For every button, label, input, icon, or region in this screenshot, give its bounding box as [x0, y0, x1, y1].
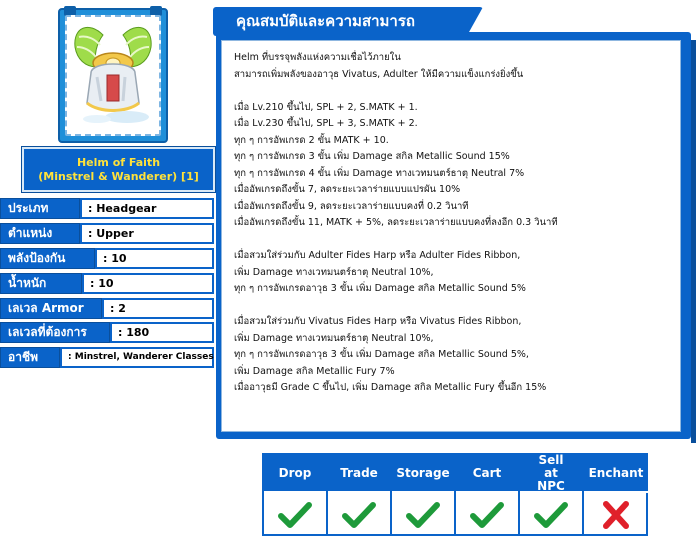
- paragraph-gap: [234, 298, 668, 315]
- check-icon: [264, 495, 326, 534]
- stat-value: : 10: [82, 273, 214, 294]
- availability-sell-at-npc: [520, 452, 584, 534]
- item-image-frame: [65, 15, 161, 136]
- availability-label: Storage: [392, 455, 454, 493]
- stat-value: : 10: [95, 248, 214, 269]
- description-line: เพิ่ม Damage ทางเวทมนตร์ธาตุ Neutral 10%,: [234, 332, 434, 344]
- stat-label: เลเวลที่ต้องการ: [0, 322, 110, 343]
- availability-trade: [328, 455, 392, 534]
- availability-table: [262, 453, 648, 536]
- attributes-description: [221, 40, 681, 432]
- description-line: เมื่อ Lv.210 ขึ้นไป, SPL + 2, S.MATK + 1.: [234, 101, 418, 113]
- paragraph-gap: [234, 232, 668, 249]
- description-line: Helm ที่บรรจุพลังแห่งความเชื่อไว้ภายใน: [234, 52, 401, 63]
- stat-value: : 2: [102, 298, 214, 319]
- availability-enchant: [584, 455, 648, 534]
- item-name-panel: [22, 147, 215, 192]
- description-line: เพิ่ม Damage ทางเวทมนตร์ธาตุ Neutral 10%,: [234, 266, 434, 278]
- helm-of-faith-image: [67, 17, 159, 134]
- panel-shadow: [691, 40, 696, 443]
- cross-icon: [584, 495, 648, 534]
- stat-label: ตำแหน่ง: [0, 223, 80, 244]
- stat-label: อาชีพ: [0, 347, 60, 368]
- item-image-card: [58, 8, 168, 143]
- description-line: ทุก ๆ การอัพเกรด 4 ขั้น เพิ่ม Damage ทางเวทมนตร์ธาตุ Neutral 7%: [234, 167, 525, 179]
- description-line: ทุก ๆ การอัพเกรดอาวุธ 3 ขั้น เพิ่ม Damage สกิล Metallic Sound 5%,: [234, 349, 529, 360]
- description-line: ทุก ๆ การอัพเกรดอาวุธ 3 ขั้น เพิ่ม Damage สกิล Metallic Sound 5%: [234, 283, 526, 294]
- availability-cart: [456, 455, 520, 534]
- description-line: เมื่อ Lv.230 ขึ้นไป, SPL + 3, S.MATK + 2.: [234, 118, 418, 129]
- check-icon: [328, 495, 390, 534]
- availability-label: Trade: [328, 455, 390, 493]
- attributes-panel: [216, 32, 691, 439]
- stat-label: เลเวล Armor: [0, 298, 102, 319]
- stat-value: : Minstrel, Wanderer Classes: [60, 347, 214, 368]
- description-line: ทุก ๆ การอัพเกรด 3 ขั้น เพิ่ม Damage สกิล Metallic Sound 15%: [234, 151, 510, 162]
- description-line: เมื่ออัพเกรดถึงขั้น 11, MATK + 5%, ลดระยะเวลาร่ายแบบคงที่ลงอีก 0.3 วินาที: [234, 217, 558, 228]
- availability-storage: [392, 455, 456, 534]
- description-line: เมื่ออัพเกรดถึงขั้น 9, ลดระยะเวลาร่ายแบบคงที่ 0.2 วินาที: [234, 200, 469, 212]
- stat-value: : Headgear: [80, 198, 214, 219]
- availability-label: Cart: [456, 455, 518, 493]
- description-line: เพิ่ม Damage สกิล Metallic Fury 7%: [234, 365, 395, 377]
- stat-label: พลังป้องกัน: [0, 248, 95, 269]
- paragraph-gap: [234, 83, 668, 100]
- availability-drop: [264, 455, 328, 534]
- check-icon: [456, 495, 518, 534]
- availability-label: Sell at NPC: [520, 455, 582, 493]
- attributes-title: คุณสมบัติและความสามารถ: [236, 12, 415, 30]
- availability-label: Enchant: [584, 455, 648, 493]
- description-line: เมื่อสวมใส่ร่วมกับ Adulter Fides Harp หรือ Adulter Fides Ribbon,: [234, 250, 521, 261]
- stat-value: : 180: [110, 322, 214, 343]
- availability-label: Drop: [264, 455, 326, 493]
- check-icon: [392, 495, 454, 534]
- description-line: เมื่อสวมใส่ร่วมกับ Vivatus Fides Harp หรือ Vivatus Fides Ribbon,: [234, 316, 522, 327]
- stat-label: น้ำหนัก: [0, 273, 82, 294]
- check-icon: [520, 495, 582, 534]
- description-line: เมื่ออาวุธมี Grade C ขึ้นไป, เพิ่ม Damage สกิล Metallic Fury ขึ้นอีก 15%: [234, 382, 547, 393]
- description-line: สามารถเพิ่มพลังของอาวุธ Vivatus, Adulter ให้มีความแข็งแกร่งยิ่งขึ้น: [234, 68, 524, 80]
- stat-value: : Upper: [80, 223, 214, 244]
- item-name-variant: (Minstrel & Wanderer) [1]: [38, 169, 199, 183]
- stat-label: ประเภท: [0, 198, 80, 219]
- description-line: ทุก ๆ การอัพเกรด 2 ขั้น MATK + 10.: [234, 134, 389, 146]
- description-line: เมื่ออัพเกรดถึงขั้น 7, ลดระยะเวลาร่ายแบบแปรผัน 10%: [234, 184, 461, 195]
- item-name: Helm of Faith: [76, 155, 161, 169]
